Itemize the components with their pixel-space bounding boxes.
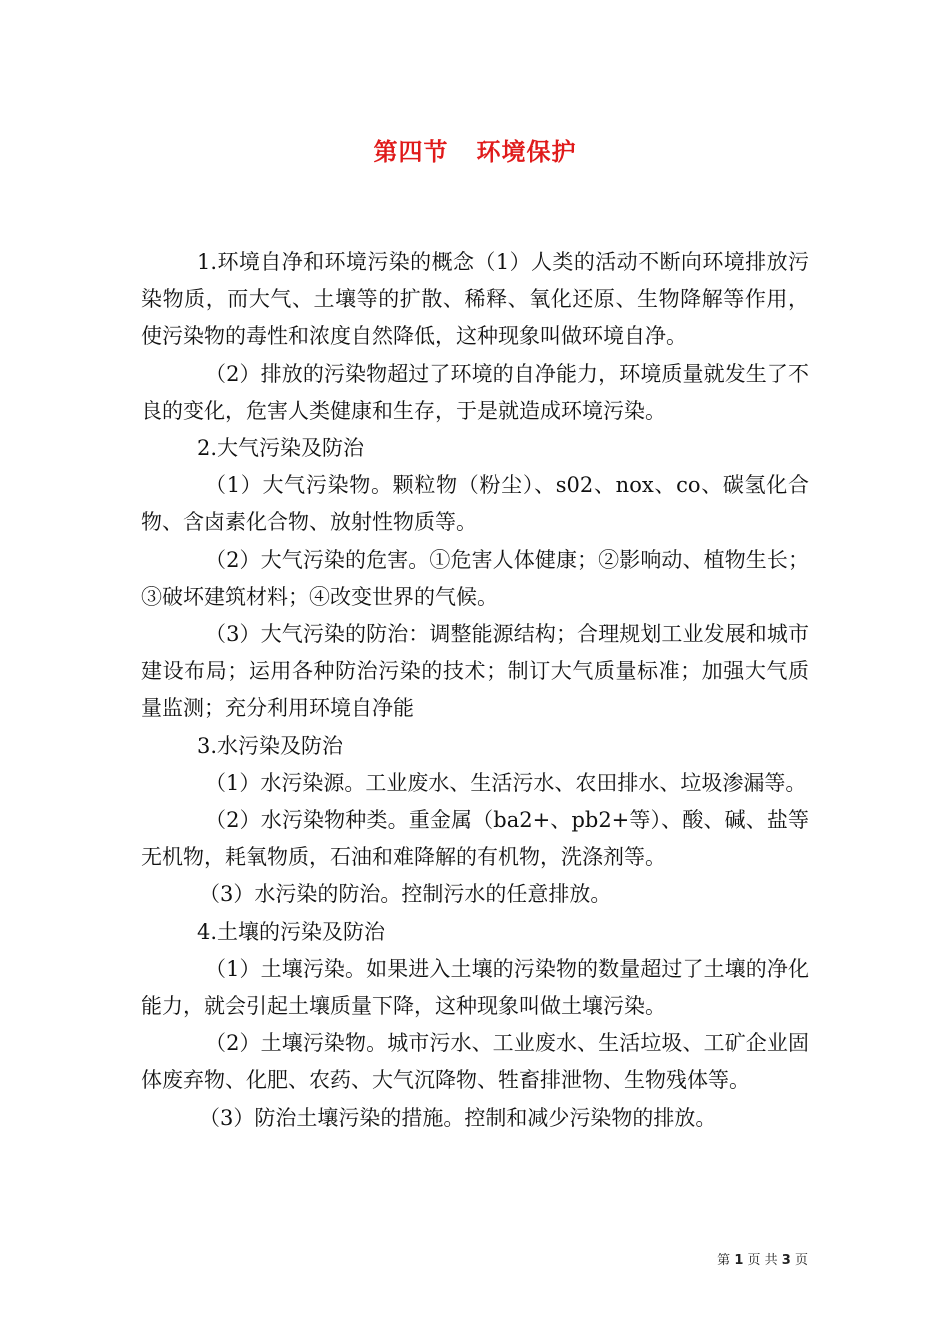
- paragraph-soil-pollution-definition: （1）土壤污染。如果进入土壤的污染物的数量超过了土壤的净化能力，就会引起土壤质量下降，这种现象叫做土壤污染。: [141, 956, 809, 1019]
- paragraph-water-sources: （1）水污染源。工业废水、生活污水、农田排水、垃圾渗漏等。: [205, 770, 807, 795]
- paragraph-concept-pollution: （2）排放的污染物超过了环境的自净能力，环境质量就发生了不良的变化，危害人类健康和生存，于是就造成环境污染。: [141, 361, 809, 423]
- paragraph-air-pollutants: （1）大气污染物。颗粒物（粉尘）、s02、nox、co、碳氢化合物、含卤素化合物、放射性物质等。: [141, 473, 809, 535]
- footer-total-pages: 3: [781, 1253, 791, 1268]
- title-topic: 环境保护: [476, 138, 577, 166]
- footer-current-page: 1: [734, 1253, 744, 1268]
- footer-suffix: 页: [794, 1253, 808, 1268]
- page-title: [0, 132, 950, 167]
- paragraph-water-pollutant-types: （2）水污染物种类。重金属（ba2+、pb2+等）、酸、碱、盐等无机物，耗氧物质，石油和难降解的有机物，洗涤剂等。: [141, 808, 809, 870]
- paragraph-air-hazards: （2）大气污染的危害。①危害人体健康；②影响动、植物生长；③破坏建筑材料；④改变世界的气候。: [141, 547, 809, 609]
- footer-middle: 页 共: [747, 1253, 778, 1268]
- paragraph-soil-pollutants: （2）土壤污染物。城市污水、工业废水、生活垃圾、工矿企业固体废弃物、化肥、农药、大气沉降物、牲畜排泄物、生物残体等。: [141, 1031, 809, 1093]
- title-section-number: 第四节: [373, 138, 449, 166]
- paragraph-water-prevention: （3）水污染的防治。控制污水的任意排放。: [199, 882, 612, 907]
- heading-air-pollution: 2.大气污染及防治: [197, 436, 365, 461]
- paragraph-soil-prevention: （3）防治土壤污染的措施。控制和减少污染物的排放。: [199, 1105, 717, 1130]
- page-number-footer: [717, 1249, 808, 1268]
- paragraph-concept-self-purification: 1.环境自净和环境污染的概念（1）人类的活动不断向环境排放污染物质，而大气、土壤等的扩散、稀释、氧化还原、生物降解等作用，使污染物的毒性和浓度自然降低，这种现象叫做环境自净。: [141, 250, 809, 349]
- footer-prefix: 第: [717, 1253, 731, 1268]
- heading-water-pollution: 3.水污染及防治: [197, 733, 344, 758]
- document-body: [141, 244, 809, 1137]
- heading-soil-pollution: 4.土壤的污染及防治: [197, 919, 386, 944]
- paragraph-air-prevention: （3）大气污染的防治：调整能源结构；合理规划工业发展和城市建设布局；运用各种防治污染的技术；制订大气质量标准；加强大气质量监测；充分利用环境自净能: [141, 622, 809, 721]
